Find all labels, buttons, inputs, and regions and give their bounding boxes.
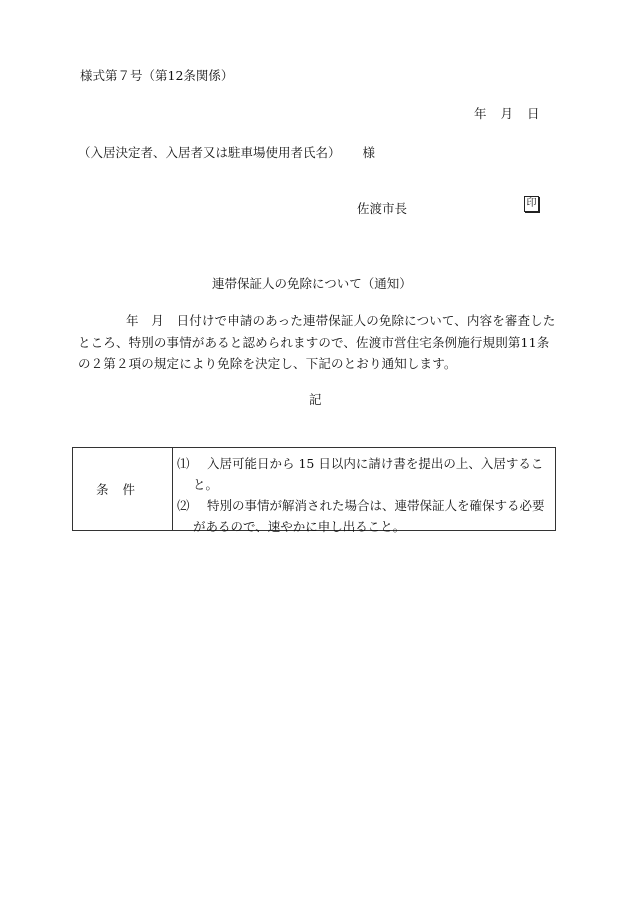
seal-mark: 印: [524, 196, 539, 212]
date-month: 月: [500, 106, 514, 121]
subject-title: 連帯保証人の免除について（通知）: [212, 276, 412, 291]
date-line: [474, 104, 540, 122]
form-number: 様式第７号（第12条関係）: [80, 68, 234, 83]
condition-number: ⑵: [177, 498, 190, 513]
condition-text: 特別の事情が解消された場合は、連帯保証人を確保する必要: [207, 498, 545, 513]
condition-number: ⑴: [177, 456, 190, 471]
date-year: 年: [474, 106, 487, 121]
conditions-cell: [177, 453, 551, 537]
condition-text-continued: と。: [193, 477, 219, 492]
date-day: 日: [527, 106, 540, 121]
condition-item: [177, 453, 551, 495]
conditions-table: [72, 447, 556, 534]
sender-title: 佐渡市長: [357, 201, 408, 216]
condition-item: [177, 495, 551, 537]
addressee-name: （入居決定者、入居者又は駐車場使用者氏名）: [78, 145, 341, 160]
addressee: [78, 143, 375, 161]
condition-text: 入居可能日から 15 日以内に請け書を提出の上、入居するこ: [207, 456, 544, 471]
condition-text-continued: があるので、速やかに申し出ること。: [193, 519, 406, 534]
conditions-header: 条件: [73, 448, 173, 530]
addressee-honorific: 様: [362, 145, 376, 160]
body-paragraph: 年 月 日付けで申請のあった連帯保証人の免除について、内容を審査したところ、特別の事情があると認められますので、佐渡市営住宅条例施行規則第11条の２第２項の規定により免除を決定し、下記のとおり通知します。: [78, 313, 556, 371]
ki-marker: 記: [309, 392, 322, 407]
